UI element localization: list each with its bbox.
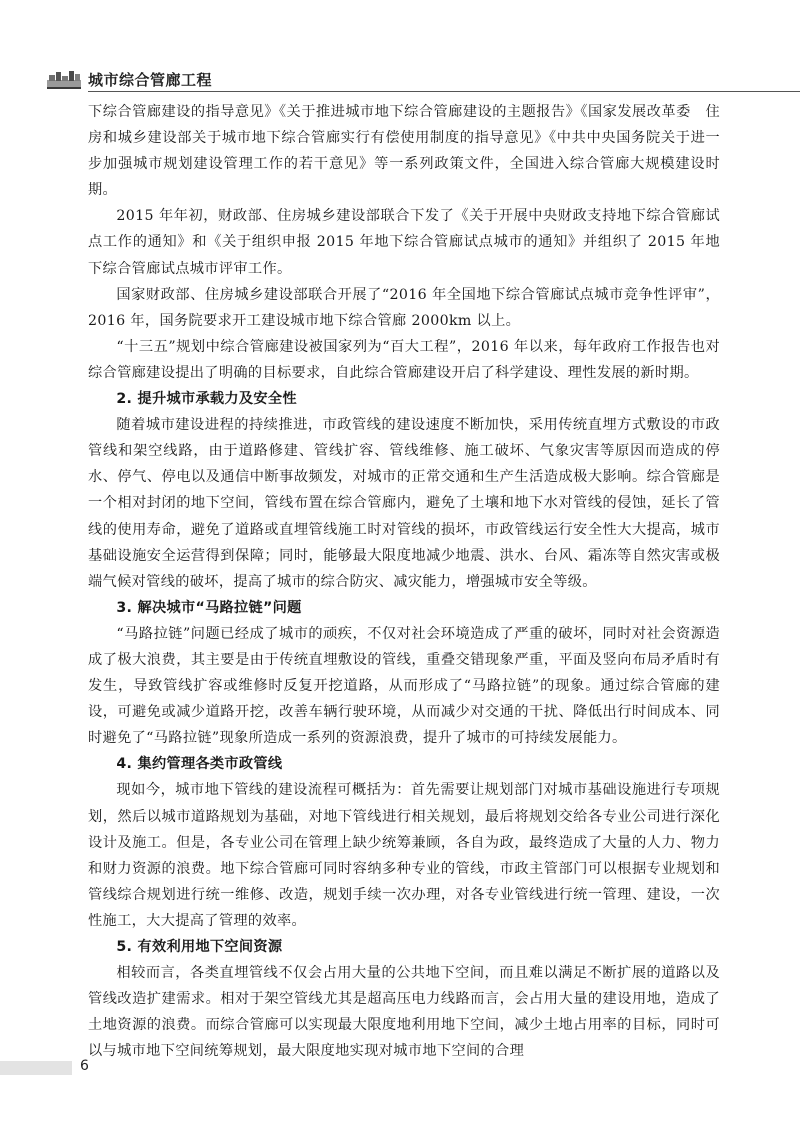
- section-paragraph: 随着城市建设进程的持续推进，市政管线的建设速度不断加快，采用传统直埋方式敷设的市政管线和架空线路，由于道路修建、管线扩容、管线维修、施工破坏、气象灾害等原因而造成的停水、停气、停电以及通信中断事故频发，对城市的正常交通和生产生活造成极大影响。综合管廊是一个相对封闭的地下空间，管线布置在综合管廊内，避免了土壤和地下水对管线的侵蚀，延长了管线的使用寿命，避免了道路或直埋管线施工时对管线的损坏，市政管线运行安全性大大提高，城市基础设施安全运营得到保障；同时，能够最大限度地减少地震、洪水、台风、霜冻等自然灾害或极端气候对管线的破坏，提高了城市的综合防灾、减灾能力，增强城市安全等级。: [88, 417, 720, 590]
- book-logo-icon: [46, 68, 82, 90]
- header-divider: [88, 91, 800, 92]
- paragraph: 国家财政部、住房城乡建设部联合开展了“2016 年全国地下综合管廊试点城市竞争性评审”，2016 年，国务院要求开工建设城市地下综合管廊 2000km 以上。: [88, 286, 720, 329]
- section-heading: 5. 有效利用地下空间资源: [116, 939, 283, 955]
- body-text: [88, 99, 720, 1064]
- paragraph: “十三五”规划中综合管廊建设被国家列为“百大工程”，2016 年以来，每年政府工作报告也对综合管廊建设提出了明确的目标要求，自此综合管廊建设开启了科学建设、理性发展的新时期。: [88, 338, 720, 381]
- footer-bar: [0, 1061, 72, 1075]
- section-paragraph: 现如今，城市地下管线的建设流程可概括为：首先需要让规划部门对城市基础设施进行专项规划，然后以城市道路规划为基础，对地下管线进行相关规划，最后将规划交给各专业公司进行深化设计及施工。但是，各专业公司在管理上缺少统筹兼顾，各自为政，最终造成了大量的人力、物力和财力资源的浪费。地下综合管廊可同时容纳多种专业的管线，市政主管部门可以根据专业规划和管线综合规划进行统一维修、改造，规划手续一次办理，对各专业管线进行统一管理、建设，一次性施工，大大提高了管理的效率。: [88, 782, 720, 929]
- section-paragraph: 相较而言，各类直埋管线不仅会占用大量的公共地下空间，而且难以满足不断扩展的道路以及管线改造扩建需求。相对于架空管线尤其是超高压电力线路而言，会占用大量的建设用地，造成了土地资源的浪费。而综合管廊可以实现最大限度地利用地下空间，减少土地占用率的目标，同时可以与城市地下空间统筹规划，最大限度地实现对城市地下空间的合理: [88, 965, 720, 1060]
- running-header: [0, 60, 800, 94]
- header-title: 城市综合管廊工程: [88, 71, 213, 89]
- paragraph: 2015 年年初，财政部、住房城乡建设部联合下发了《关于开展中央财政支持地下综合管廊试点工作的通知》和《关于组织申报 2015 年地下综合管廊试点城市的通知》并组织了 2015 年地下综合管廊试点城市评审工作。: [88, 208, 720, 277]
- section-heading: 2. 提升城市承载力及安全性: [116, 391, 297, 408]
- section-paragraph: “马路拉链”问题已经成了城市的顽疾，不仅对社会环境造成了严重的破坏，同时对社会资源造成了极大浪费，其主要是由于传统直埋敷设的管线，重叠交错现象严重，平面及竖向布局矛盾时有发生，导致管线扩容或维修时反复开挖道路，从而形成了“马路拉链”的现象。通过综合管廊的建设，可避免或减少道路开挖，改善车辆行驶环境，从而减少对交通的干扰、降低出行时间成本、同时避免了“马路拉链”现象所造成一系列的资源浪费，提升了城市的可持续发展能力。: [88, 625, 720, 747]
- section-heading: 3. 解决城市“马路拉链”问题: [116, 599, 302, 616]
- section-heading: 4. 集约管理各类市政管线: [116, 756, 283, 773]
- paragraph-continued: 下综合管廊建设的指导意见》《关于推进城市地下综合管廊建设的主题报告》《国家发展改革委 住房和城乡建设部关于城市地下综合管廊实行有偿使用制度的指导意见》《中共中央国务院关于进一步加强城市规划建设管理工作的若干意见》等一系列政策文件，全国进入综合管廊大规模建设时期。: [88, 104, 720, 199]
- page-number: 6: [80, 1058, 89, 1074]
